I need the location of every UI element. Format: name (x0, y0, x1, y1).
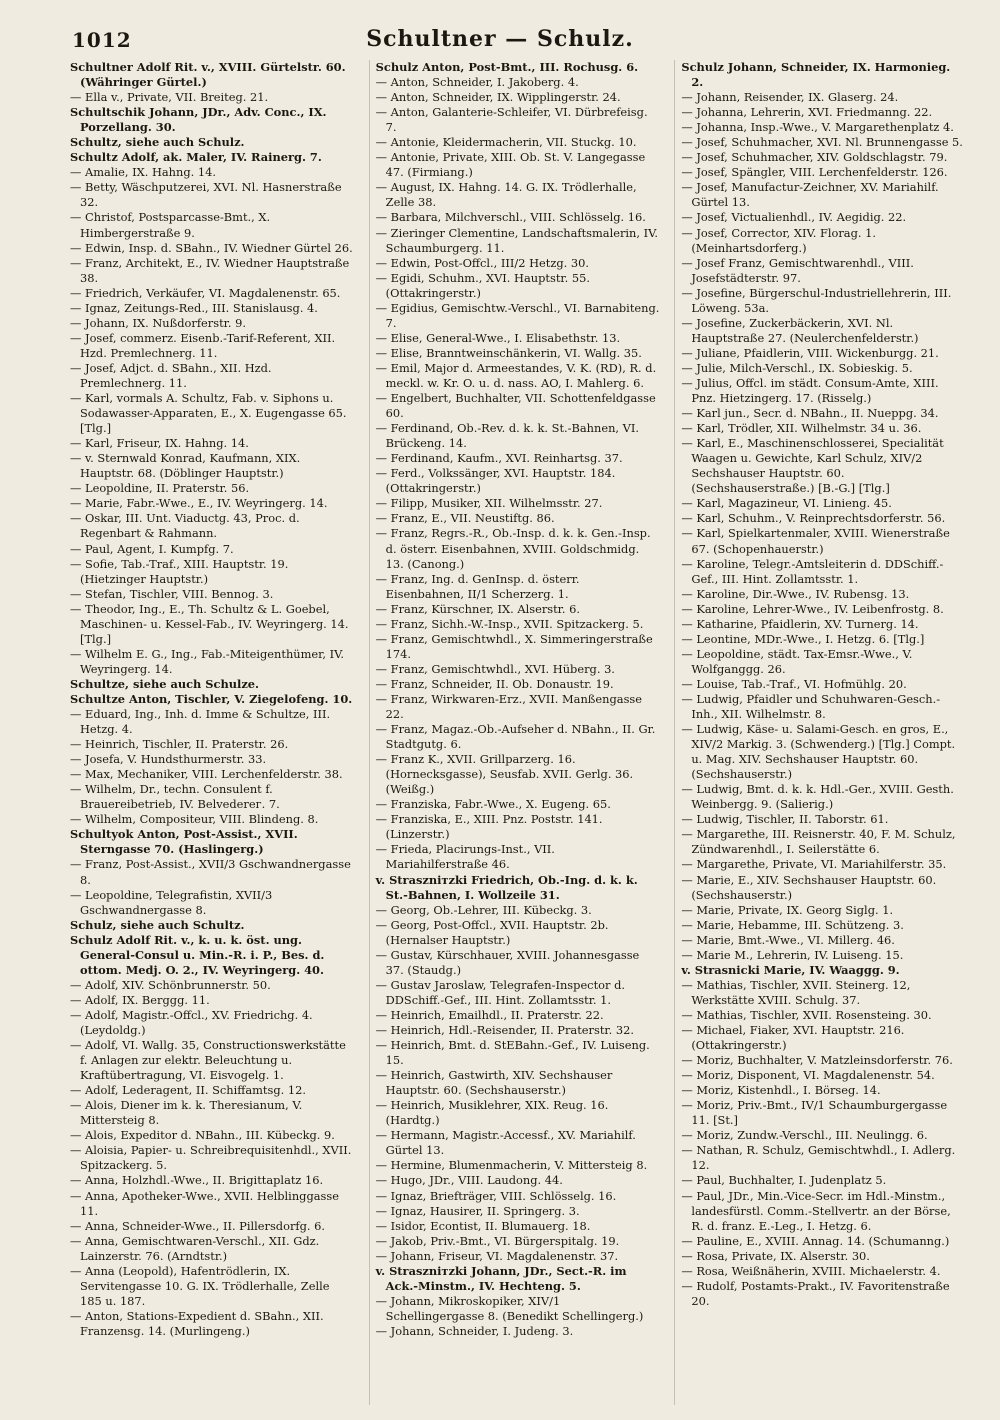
directory-entry: — Christof, Postsparcasse-Bmt., X. Himbergerstraße 9. (70, 210, 271, 240)
directory-entry: — Adolf, Lederagent, II. Schiffamtsg. 12. (70, 1083, 306, 1098)
directory-entry: — Edwin, Post-Offcl., III/2 Hetzg. 30. (375, 255, 590, 270)
directory-entry: — Ludwig, Bmt. d. k. k. Hdl.-Ger., XVIII. Gesth. Weinbergg. 9. (Salierig.) (681, 782, 954, 812)
directory-entry: — Michael, Fiaker, XVI. Hauptstr. 216. (Ottakringerstr.) (681, 1023, 905, 1053)
directory-entry: — Gustav Jaroslaw, Telegrafen-Inspector d. DDSchiff.-Gef., III. Hint. Zollamtsstr. 1. (375, 977, 625, 1007)
directory-entry: — Hermine, Blumenmacherin, V. Mittersteig 8. (375, 1158, 648, 1173)
directory-entry: — Karoline, Telegr.-Amtsleiterin d. DDSchiff.-Gef., III. Hint. Zollamtsstr. 1. (681, 556, 944, 586)
directory-entry: Schulz Adolf Rit. v., k. u. k. öst. ung. General-Consul u. Min.-R. i. P., Bes. d. ottom. Medj. O. 2., IV. Weyringerg. 40. (70, 932, 325, 977)
directory-entry: — Egidius, Gemischtw.-Verschl., VI. Barnabiteng. 7. (375, 300, 660, 330)
directory-entry: Schultze Anton, Tischler, V. Ziegelofeng. 10. (70, 691, 353, 706)
directory-entry: — Edwin, Insp. d. SBahn., IV. Wiedner Gürtel 26. (70, 240, 353, 255)
directory-entry: — Franz, Gemischtwhdl., X. Simmeringerstraße 174. (375, 631, 653, 661)
directory-entry: — Johann, Friseur, VI. Magdalenenstr. 37. (375, 1248, 619, 1263)
directory-entry: — Georg, Post-Offcl., XVII. Hauptstr. 2b. (Hernalser Hauptstr.) (375, 917, 609, 947)
directory-entry: — Johann, IX. Nußdorferstr. 9. (70, 315, 246, 330)
directory-entry: — Isidor, Econtist, II. Blumauerg. 18. (375, 1218, 591, 1233)
directory-entry: — Anton, Galanterie-Schleifer, VI. Dürbrefeisg. 7. (375, 105, 648, 135)
directory-entry: — Pauline, E., XVIII. Annag. 14. (Schumanng.) (681, 1233, 950, 1248)
directory-entry: — Josef, Spängler, VIII. Lerchenfelderstr. 126. (681, 165, 948, 180)
directory-entry: — Heinrich, Gastwirth, XIV. Sechshauser Hauptstr. 60. (Sechshauserstr.) (375, 1068, 613, 1098)
directory-entry: — Nathan, R. Schulz, Gemischtwhdl., I. Adlerg. 12. (681, 1143, 956, 1173)
directory-entry: — Marie, Hebamme, III. Schützeng. 3. (681, 917, 904, 932)
directory-entry: — Franziska, E., XIII. Pnz. Poststr. 141. (Linzerstr.) (375, 812, 603, 842)
directory-entry: — Moriz, Zundw.-Verschl., III. Neulingg. 6. (681, 1128, 928, 1143)
directory-entry: — Franz, Kürschner, IX. Alserstr. 6. (375, 601, 580, 616)
directory-entry: — Ludwig, Tischler, II. Taborstr. 61. (681, 812, 889, 827)
directory-entry: — Karl jun., Secr. d. NBahn., II. Nueppg. 34. (681, 406, 939, 421)
directory-entry: v. Straszniтzki Johann, JDr., Sect.-R. im Ack.-Minstm., IV. Hechteng. 5. (375, 1263, 627, 1293)
directory-entry: — Heinrich, Tischler, II. Praterstr. 26. (70, 737, 289, 752)
directory-entry: — Karl, Magazineur, VI. Linieng. 45. (681, 496, 892, 511)
directory-entry: — Anna (Leopold), Hafentrödlerin, IX. Servitengasse 10. G. IX. Trödlerhalle, Zelle 185 u. 187. (70, 1263, 330, 1308)
directory-entry: — Heinrich, Musiklehrer, XIX. Reug. 16. (Hardtg.) (375, 1098, 609, 1128)
directory-entry: — Friedrich, Verkäufer, VI. Magdalenenstr. 65. (70, 285, 341, 300)
directory-entry: — Anton, Schneider, I. Jakoberg. 4. (375, 75, 579, 90)
directory-entry: — Anton, Schneider, IX. Wipplingerstr. 24. (375, 90, 621, 105)
directory-entry: — Josef, commerz. Eisenb.-Tarif-Referent, XII. Hzd. Premlechnerg. 11. (70, 330, 336, 360)
directory-entry: Schulz Johann, Schneider, IX. Harmonieg. 2. (681, 60, 951, 90)
directory-entry: — Gustav, Kürschhauer, XVIII. Johannesgasse 37. (Staudg.) (375, 947, 640, 977)
directory-entry: — Ignaz, Zeitungs-Red., III. Stanislausg. 4. (70, 300, 318, 315)
directory-entry: — Karl, Friseur, IX. Hahng. 14. (70, 436, 249, 451)
directory-entry: v. Straszniтzki Friedrich, Ob.-Ing. d. k. k. St.-Bahnen, I. Wollzeile 31. (375, 872, 638, 902)
directory-entry: — Josef, Adjct. d. SBahn., XII. Hzd. Premlechnerg. 11. (70, 360, 272, 390)
directory-entry: — Ignaz, Briefträger, VIII. Schlösselg. 16. (375, 1188, 617, 1203)
directory-entry: — Zieringer Clementine, Landschaftsmalerin, IV. Schaumburgerg. 11. (375, 225, 658, 255)
directory-entry: — Mathias, Tischler, XVII. Steinerg. 12, Werkstätte XVIII. Schulg. 37. (681, 977, 911, 1007)
directory-entry: — Josef, Schuhmacher, XIV. Goldschlagstr. 79. (681, 150, 948, 165)
directory-entry: — Rudolf, Postamts-Prakt., IV. Favoritenstraße 20. (681, 1278, 950, 1308)
directory-entry: — Heinrich, Bmt. d. StEBahn.-Gef., IV. Luiseng. 15. (375, 1038, 650, 1068)
directory-entry: — Marie, Bmt.-Wwe., VI. Millerg. 46. (681, 932, 895, 947)
directory-entry: — Ferdinand, Kaufm., XVI. Reinhartsg. 37. (375, 451, 623, 466)
directory-entry: — Franz, Magaz.-Ob.-Aufseher d. NBahn., II. Gr. Stadtgutg. 6. (375, 722, 656, 752)
directory-entry: — Josef, Schuhmacher, XVI. Nl. Brunnengasse 5. (681, 135, 963, 150)
directory-entry: — Adolf, XIV. Schönbrunnerstr. 50. (70, 977, 271, 992)
directory-entry: — Elise, General-Wwe., I. Elisabethstr. 13. (375, 330, 621, 345)
directory-entry: — Engelbert, Buchhalter, VII. Schottenfeldgasse 60. (375, 391, 656, 421)
directory-entry: — Louise, Tab.-Traf., VI. Hofmühlg. 20. (681, 676, 907, 691)
directory-entry: — Anna, Schneider-Wwe., II. Pillersdorfg. 6. (70, 1218, 326, 1233)
directory-entry: — Katharine, Pfaidlerin, XV. Turnerg. 14. (681, 616, 919, 631)
directory-entry: — Heinrich, Emailhdl., II. Praterstr. 22. (375, 1007, 604, 1022)
directory-entry: — Emil, Major d. Armeestandes, V. K. (RD), R. d. meckl. w. Kr. O. u. d. nass. AO, I. Mahlerg. 6. (375, 360, 657, 390)
directory-entry: Schultze, siehe auch Schulze. (70, 676, 260, 691)
directory-entry: — Johann, Schneider, I. Judeng. 3. (375, 1323, 574, 1338)
directory-entry: — Elise, Branntweinschänkerin, VI. Wallg. 35. (375, 345, 642, 360)
directory-entry: — Stefan, Tischler, VIII. Bennog. 3. (70, 586, 274, 601)
directory-entry: — Anna, Holzhdl.-Wwe., II. Brigittaplatz 16. (70, 1173, 324, 1188)
page-number: 1012 (72, 28, 132, 52)
directory-entry: — Moriz, Kistenhdl., I. Börseg. 14. (681, 1083, 881, 1098)
directory-entry: — Egidi, Schuhm., XVI. Hauptstr. 55. (Ottakringerstr.) (375, 270, 590, 300)
directory-entry: — Johann, Reisender, IX. Glaserg. 24. (681, 90, 899, 105)
directory-entry: — Josefine, Zuckerbäckerin, XVI. Nl. Hauptstraße 27. (Neulerchenfelderstr.) (681, 315, 919, 345)
directory-entry: — Leopoldine, städt. Tax-Emsr.-Wwe., V. Wolfganggg. 26. (681, 646, 913, 676)
directory-entry: — Antonie, Private, XIII. Ob. St. V. Langegasse 47. (Firmiang.) (375, 150, 646, 180)
directory-entry: — Rosa, Private, IX. Alserstr. 30. (681, 1248, 870, 1263)
directory-entry: — Paul, Agent, I. Kumpfg. 7. (70, 541, 234, 556)
directory-entry: — Theodor, Ing., E., Th. Schultz & L. Goebel, Maschinen- u. Kessel-Fab., IV. Weyringerg. 14. [Tlg.] (70, 601, 349, 646)
directory-entry: — Anna, Gemischtwaren-Verschl., XII. Gdz. Lainzerstr. 76. (Arndtstr.) (70, 1233, 320, 1263)
directory-entry: — Franziska, Fabr.-Wwe., X. Eugeng. 65. (375, 797, 611, 812)
directory-entry: — Franz, Regrs.-R., Ob.-Insp. d. k. k. Gen.-Insp. d. österr. Eisenbahnen, XVIII. Goldschmidg. 13. (Canong.) (375, 526, 651, 571)
directory-entry: — Julius, Offcl. im städt. Consum-Amte, XIII. Pnz. Hietzingerg. 17. (Risselg.) (681, 375, 939, 406)
directory-entry: Schultz, siehe auch Schulz. (70, 135, 245, 150)
directory-entry: — Johanna, Lehrerin, XVI. Friedmanng. 22. (681, 105, 933, 120)
directory-entry: — Marie, E., XIV. Sechshauser Hauptstr. 60. (Sechshauserstr.) (681, 872, 937, 902)
directory-entry: — Alois, Expeditor d. NBahn., III. Kübeckg. 9. (70, 1128, 335, 1143)
directory-entry: — Antonie, Kleidermacherin, VII. Stuckg. 10. (375, 135, 637, 150)
directory-entry: — Wilhelm E. G., Ing., Fab.-Miteigenthümer, IV. Weyringerg. 14. (70, 646, 344, 676)
directory-entry: — Adolf, IX. Berggg. 11. (70, 992, 210, 1007)
directory-entry: — Rosa, Weißnäherin, XVIII. Michaelerstr. 4. (681, 1263, 941, 1278)
directory-entry: Schulz Anton, Post-Bmt., III. Rochusg. 6. (375, 60, 639, 74)
directory-entry: — Josef, Victualienhdl., IV. Aegidig. 22. (681, 210, 907, 225)
directory-entry: — Ludwig, Käse- u. Salami-Gesch. en gros, E., XIV/2 Markig. 3. (Schwenderg.) [Tlg.] Compt. u. Mag. XIV. Sechshauser Hauptstr. 60. (Sechshauserstr.) (681, 722, 956, 782)
directory-entry: — Max, Mechaniker, VIII. Lerchenfelderstr. 38. (70, 767, 343, 782)
directory-entry: — Franz, Post-Assist., XVII/3 Gschwandnergasse 8. (70, 857, 351, 887)
directory-entry: Schulz, siehe auch Schultz. (70, 917, 245, 932)
directory-entry: — Marie M., Lehrerin, IV. Luiseng. 15. (681, 947, 904, 962)
column-middle (369, 60, 661, 1405)
directory-entry: — Mathias, Tischler, XVII. Rosensteing. 30. (681, 1007, 932, 1022)
directory-entry: — Anton, Stations-Expedient d. SBahn., XII. Franzensg. 14. (Murlingeng.) (70, 1308, 324, 1338)
directory-entry: — Josef, Manufactur-Zeichner, XV. Mariahilf. Gürtel 13. (681, 180, 939, 210)
directory-entry: Schultz Adolf, ak. Maler, IV. Rainerg. 7. (70, 150, 322, 165)
directory-entry: — Aloisia, Papier- u. Schreibrequisitenhdl., XVII. Spitzackerg. 5. (70, 1143, 352, 1173)
directory-entry: — Amalie, IX. Hahng. 14. (70, 165, 216, 180)
directory-entry: — Josefa, V. Hundsthurmerstr. 33. (70, 752, 267, 767)
directory-entry: — Franz, E., VII. Neustiftg. 86. (375, 511, 555, 526)
directory-entry: — Leopoldine, Telegrafistin, XVII/3 Gschwandnergasse 8. (70, 887, 273, 917)
directory-entry: — Heinrich, Hdl.-Reisender, II. Praterstr. 32. (375, 1023, 634, 1037)
directory-entry: — Ferdinand, Ob.-Rev. d. k. k. St.-Bahnen, VI. Brückeng. 14. (375, 421, 639, 451)
column-left (70, 60, 355, 1405)
directory-entry: — Leontine, MDr.-Wwe., I. Hetzg. 6. [Tlg.] (681, 631, 925, 646)
directory-entry: — Karoline, Dir.-Wwe., IV. Rubensg. 13. (681, 586, 910, 601)
directory-entry: — Franz, Schneider, II. Ob. Donaustr. 19. (375, 676, 614, 691)
directory-entry: — August, IX. Hahng. 14. G. IX. Trödlerhalle, Zelle 38. (375, 180, 637, 210)
directory-entry: — Paul, JDr., Min.-Vice-Secr. im Hdl.-Minstm., landesfürstl. Comm.-Stellvertr. an der Börse, R. d. franz. E.-Leg., I. Hetzg. 6. (681, 1188, 951, 1233)
directory-entry: — Josef Franz, Gemischtwarenhdl., VIII. Josefstädterstr. 97. (681, 255, 914, 285)
directory-entry: — Georg, Ob.-Lehrer, III. Kübeckg. 3. (375, 902, 592, 917)
directory-entry: — Marie, Private, IX. Georg Siglg. 1. (681, 902, 894, 917)
directory-entry: — Franz, Sichh.-W.-Insp., XVII. Spitzackerg. 5. (375, 616, 644, 631)
directory-entry: — Karl, Schuhm., V. Reinprechtsdorferstr. 56. (681, 511, 946, 526)
directory-entry: — Jakob, Priv.-Bmt., VI. Bürgerspitalg. 19. (375, 1233, 620, 1248)
directory-entry: — Oskar, III. Unt. Viaductg. 43, Proc. d. Regenbart & Rahmann. (70, 511, 300, 541)
directory-entry: — Wilhelm, Compositeur, VIII. Blindeng. 8. (70, 812, 319, 827)
directory-entry: — Karl, Spielkartenmaler, XVIII. Wienerstraße 67. (Schopenhauerstr.) (681, 526, 950, 556)
directory-entry: — Hermann, Magistr.-Accessf., XV. Mariahilf. Gürtel 13. (375, 1128, 636, 1158)
directory-entry: — Franz K., XVII. Grillparzerg. 16. (Hornecksgasse), Seusfab. XVII. Gerlg. 36. (Weißg.) (375, 752, 634, 797)
directory-entry: — Leopoldine, II. Praterstr. 56. (70, 481, 250, 496)
directory-entry: — Margarethe, Private, VI. Mariahilferstr. 35. (681, 857, 947, 872)
directory-entry: — Franz, Gemischtwhdl., XVI. Hüberg. 3. (375, 661, 615, 676)
directory-entry: Schultschik Johann, JDr., Adv. Conc., IX. Porzellang. 30. (70, 105, 327, 135)
directory-entry: — Margarethe, III. Reisnerstr. 40, F. M. Schulz, Zündwarenhdl., I. Seilerstätte 6. (681, 827, 956, 857)
directory-entry: — Moriz, Buchhalter, V. Matzleinsdorferstr. 76. (681, 1053, 953, 1068)
directory-entry: — Franz, Wirkwaren-Erz., XVII. Manßengasse 22. (375, 691, 643, 722)
columns (70, 60, 966, 1405)
directory-entry: — Ludwig, Pfaidler und Schuhwaren-Gesch.-Inh., XII. Wilhelmstr. 8. (681, 691, 941, 722)
directory-entry: — Marie, Fabr.-Wwe., E., IV. Weyringerg. 14. (70, 496, 328, 511)
directory-entry: — Sofie, Tab.-Traf., XIII. Hauptstr. 19. (Hietzinger Hauptstr.) (70, 556, 289, 586)
directory-entry: Schultyok Anton, Post-Assist., XVII. Sterngasse 70. (Haslingerg.) (70, 827, 298, 857)
directory-entry: — Eduard, Ing., Inh. d. Imme & Schultze, III. Hetzg. 4. (70, 707, 331, 737)
directory-entry: — Karl, Trödler, XII. Wilhelmstr. 34 u. 36. (681, 421, 922, 436)
directory-entry: — Wilhelm, Dr., techn. Consulent f. Brauereibetrieb, IV. Belvederег. 7. (70, 782, 280, 812)
directory-entry: — Paul, Buchhalter, I. Judenplatz 5. (681, 1173, 887, 1188)
directory-entry: — Ferd., Volkssänger, XVI. Hauptstr. 184. (Ottakringerstr.) (375, 466, 616, 496)
directory-entry: — Josefine, Bürgerschul-Industriellehrerin, III. Löweng. 53a. (681, 285, 952, 315)
directory-entry: — Julie, Milch-Verschl., IX. Sobieskig. 5. (681, 360, 913, 375)
directory-entry: — Ella v., Private, VII. Breiteg. 21. (70, 90, 269, 105)
directory-entry: — Alois, Diener im k. k. Theresianum, V. Mittersteig 8. (70, 1098, 303, 1128)
column-right (674, 60, 966, 1405)
directory-entry: — Franz, Ing. d. GenInsp. d. österr. Eisenbahnen, II/1 Scherzerg. 1. (375, 571, 580, 601)
directory-entry: — Adolf, Magistr.-Offcl., XV. Friedrichg. 4. (Leydoldg.) (70, 1007, 313, 1037)
directory-entry: — Anna, Apotheker-Wwe., XVII. Helblinggasse 11. (70, 1188, 339, 1218)
directory-entry: — Adolf, VI. Wallg. 35, Constructionswerkstätte f. Anlagen zur elektr. Beleuchtung u. Kraftübertragung, VI. Eisvogelg. 1. (70, 1038, 346, 1083)
directory-entry: — Barbara, Milchverschl., VIII. Schlösselg. 16. (375, 210, 646, 225)
directory-entry: — Frieda, Placirungs-Inst., VII. Mariahilferstraße 46. (375, 842, 555, 872)
directory-entry: — Johanna, Insp.-Wwe., V. Margarethenplatz 4. (681, 120, 954, 135)
directory-entry: — Johann, Mikroskopiker, XIV/1 Schellingergasse 8. (Benedikt Schellingerg.) (375, 1293, 644, 1323)
directory-entry: — Franz, Architekt, E., IV. Wiedner Hauptstraße 38. (70, 255, 350, 285)
directory-entry: — Juliane, Pfaidlerin, VIII. Wickenburgg. 21. (681, 345, 939, 360)
directory-entry: — v. Sternwald Konrad, Kaufmann, XIX. Hauptstr. 68. (Döblinger Hauptstr.) (70, 451, 301, 481)
directory-entry: — Karl, E., Maschinenschlosserei, Specialität Waagen u. Gewichte, Karl Schulz, XIV/2 Sechshauser Hauptstr. 60. (Sechshauserstraße.) [B.-G.] [Tlg.] (681, 436, 944, 496)
directory-entry: — Josef, Corrector, XIV. Florag. 1. (Meinhartsdorferg.) (681, 225, 876, 255)
directory-entry: Schultner Adolf Rit. v., XVIII. Gürtelstr. 60. (Währinger Gürtel.) (70, 60, 346, 90)
directory-entry: — Moriz, Priv.-Bmt., IV/1 Schaumburgergasse 11. [St.] (681, 1098, 948, 1128)
running-head: Schultner — Schulz. (366, 26, 634, 52)
directory-entry: — Betty, Wäschputzerei, XVI. Nl. Hasnerstraße 32. (70, 180, 342, 210)
directory-entry: — Hugo, JDr., VIII. Laudong. 44. (375, 1173, 563, 1188)
directory-entry: v. Strasnicki Marie, IV. Waaggg. 9. (681, 962, 900, 977)
directory-entry: — Filipp, Musiker, XII. Wilhelmsstr. 27. (375, 496, 603, 511)
directory-entry: — Karl, vormals A. Schultz, Fab. v. Siphons u. Sodawasser-Apparaten, E., X. Eugengasse 65. [Tlg.] (70, 391, 347, 436)
directory-entry: — Ignaz, Hausirer, II. Springerg. 3. (375, 1203, 580, 1218)
directory-entry: — Karoline, Lehrer-Wwe., IV. Leibenfrostg. 8. (681, 601, 944, 616)
directory-entry: — Moriz, Disponent, VI. Magdalenenstr. 54. (681, 1068, 935, 1083)
